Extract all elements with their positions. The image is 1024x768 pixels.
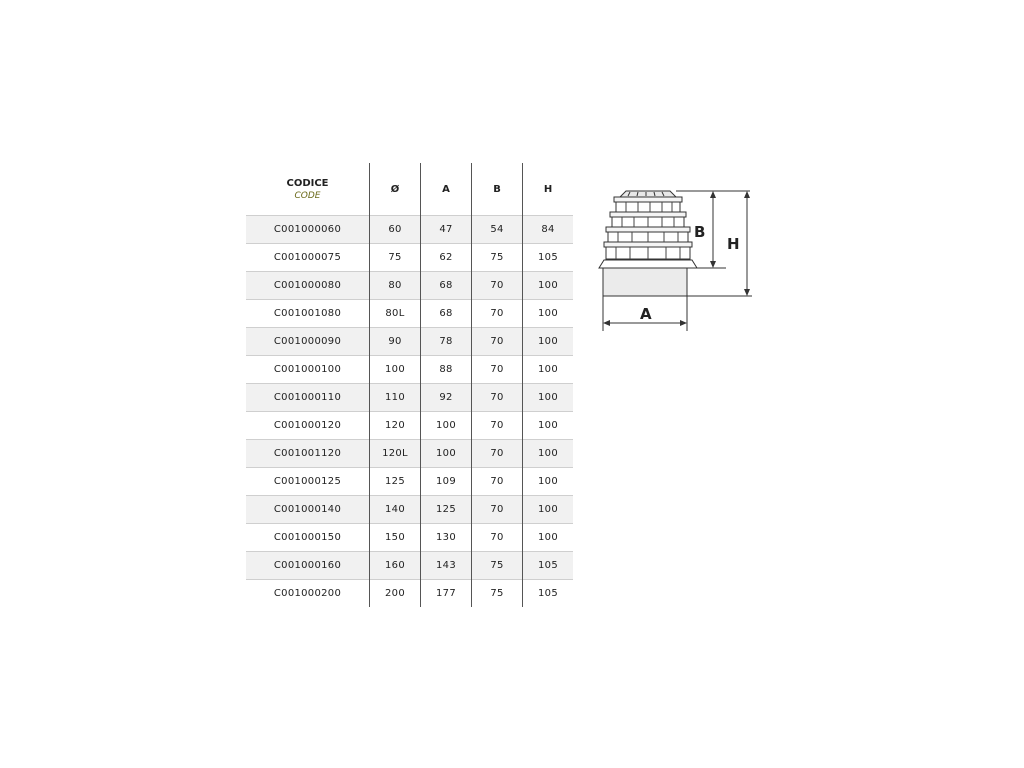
cell-b: 70 (472, 468, 523, 496)
cell-h: 84 (523, 216, 574, 244)
header-code-sub: CODE (294, 190, 321, 201)
table-row (246, 552, 573, 580)
cell-b: 54 (472, 216, 523, 244)
cell-a: 47 (421, 216, 472, 244)
product-drawing (599, 191, 697, 296)
cell-code: C001000125 (246, 468, 370, 496)
table-row (246, 300, 573, 328)
cell-h: 105 (523, 244, 574, 272)
cell-a: 68 (421, 272, 472, 300)
cell-diameter: 160 (370, 552, 421, 580)
header-b: B (472, 163, 523, 216)
cell-b: 75 (472, 580, 523, 608)
cell-a: 177 (421, 580, 472, 608)
cell-h: 100 (523, 412, 574, 440)
dimension-label-a: A (640, 305, 652, 323)
cell-diameter: 60 (370, 216, 421, 244)
cell-code: C001000090 (246, 328, 370, 356)
header-h: H (523, 163, 574, 216)
cell-a: 125 (421, 496, 472, 524)
cell-h: 100 (523, 524, 574, 552)
cell-h: 100 (523, 328, 574, 356)
cell-b: 70 (472, 440, 523, 468)
cell-diameter: 80 (370, 272, 421, 300)
cell-h: 100 (523, 384, 574, 412)
cell-h: 100 (523, 300, 574, 328)
cell-code: C001001080 (246, 300, 370, 328)
cell-code: C001000110 (246, 384, 370, 412)
cell-a: 88 (421, 356, 472, 384)
cell-b: 75 (472, 244, 523, 272)
cell-a: 92 (421, 384, 472, 412)
cell-diameter: 125 (370, 468, 421, 496)
header-code (246, 163, 370, 216)
cell-code: C001000150 (246, 524, 370, 552)
table-row (246, 244, 573, 272)
cell-diameter: 120 (370, 412, 421, 440)
cell-code: C001000160 (246, 552, 370, 580)
cell-b: 70 (472, 384, 523, 412)
product-dimension-diagram (596, 183, 756, 338)
cell-diameter: 140 (370, 496, 421, 524)
spec-table (246, 163, 573, 607)
cell-b: 70 (472, 496, 523, 524)
dimension-label-h: H (727, 235, 740, 253)
cell-diameter: 100 (370, 356, 421, 384)
cell-diameter: 200 (370, 580, 421, 608)
table-body (246, 216, 573, 608)
cell-a: 130 (421, 524, 472, 552)
cell-b: 70 (472, 412, 523, 440)
cell-b: 75 (472, 552, 523, 580)
header-a: A (421, 163, 472, 216)
cell-diameter: 120L (370, 440, 421, 468)
cell-b: 70 (472, 356, 523, 384)
cell-code: C001000060 (246, 216, 370, 244)
cell-code: C001000075 (246, 244, 370, 272)
cell-a: 100 (421, 440, 472, 468)
table-row (246, 524, 573, 552)
cell-code: C001001120 (246, 440, 370, 468)
cell-code: C001000140 (246, 496, 370, 524)
table-row (246, 272, 573, 300)
cell-diameter: 150 (370, 524, 421, 552)
table-row (246, 440, 573, 468)
table-row (246, 384, 573, 412)
cell-code: C001000100 (246, 356, 370, 384)
cell-a: 78 (421, 328, 472, 356)
cell-diameter: 90 (370, 328, 421, 356)
cell-a: 109 (421, 468, 472, 496)
table-row (246, 468, 573, 496)
cell-a: 100 (421, 412, 472, 440)
cell-a: 68 (421, 300, 472, 328)
cell-h: 105 (523, 552, 574, 580)
dimension-label-b: B (694, 223, 706, 241)
cell-h: 100 (523, 440, 574, 468)
cell-diameter: 75 (370, 244, 421, 272)
table-row (246, 580, 573, 608)
cell-h: 100 (523, 468, 574, 496)
cell-code: C001000080 (246, 272, 370, 300)
header-diameter: Ø (370, 163, 421, 216)
cell-h: 100 (523, 272, 574, 300)
cell-b: 70 (472, 272, 523, 300)
cell-code: C001000200 (246, 580, 370, 608)
table-row (246, 356, 573, 384)
cell-b: 70 (472, 328, 523, 356)
table-row (246, 412, 573, 440)
cell-diameter: 80L (370, 300, 421, 328)
cell-b: 70 (472, 300, 523, 328)
cell-a: 62 (421, 244, 472, 272)
cell-h: 100 (523, 496, 574, 524)
cell-h: 105 (523, 580, 574, 608)
cell-h: 100 (523, 356, 574, 384)
cell-diameter: 110 (370, 384, 421, 412)
cell-a: 143 (421, 552, 472, 580)
table-row (246, 216, 573, 244)
header-row (246, 163, 573, 216)
cell-code: C001000120 (246, 412, 370, 440)
header-code-label: CODICE (286, 177, 329, 189)
table-row (246, 328, 573, 356)
table-row (246, 496, 573, 524)
cell-b: 70 (472, 524, 523, 552)
